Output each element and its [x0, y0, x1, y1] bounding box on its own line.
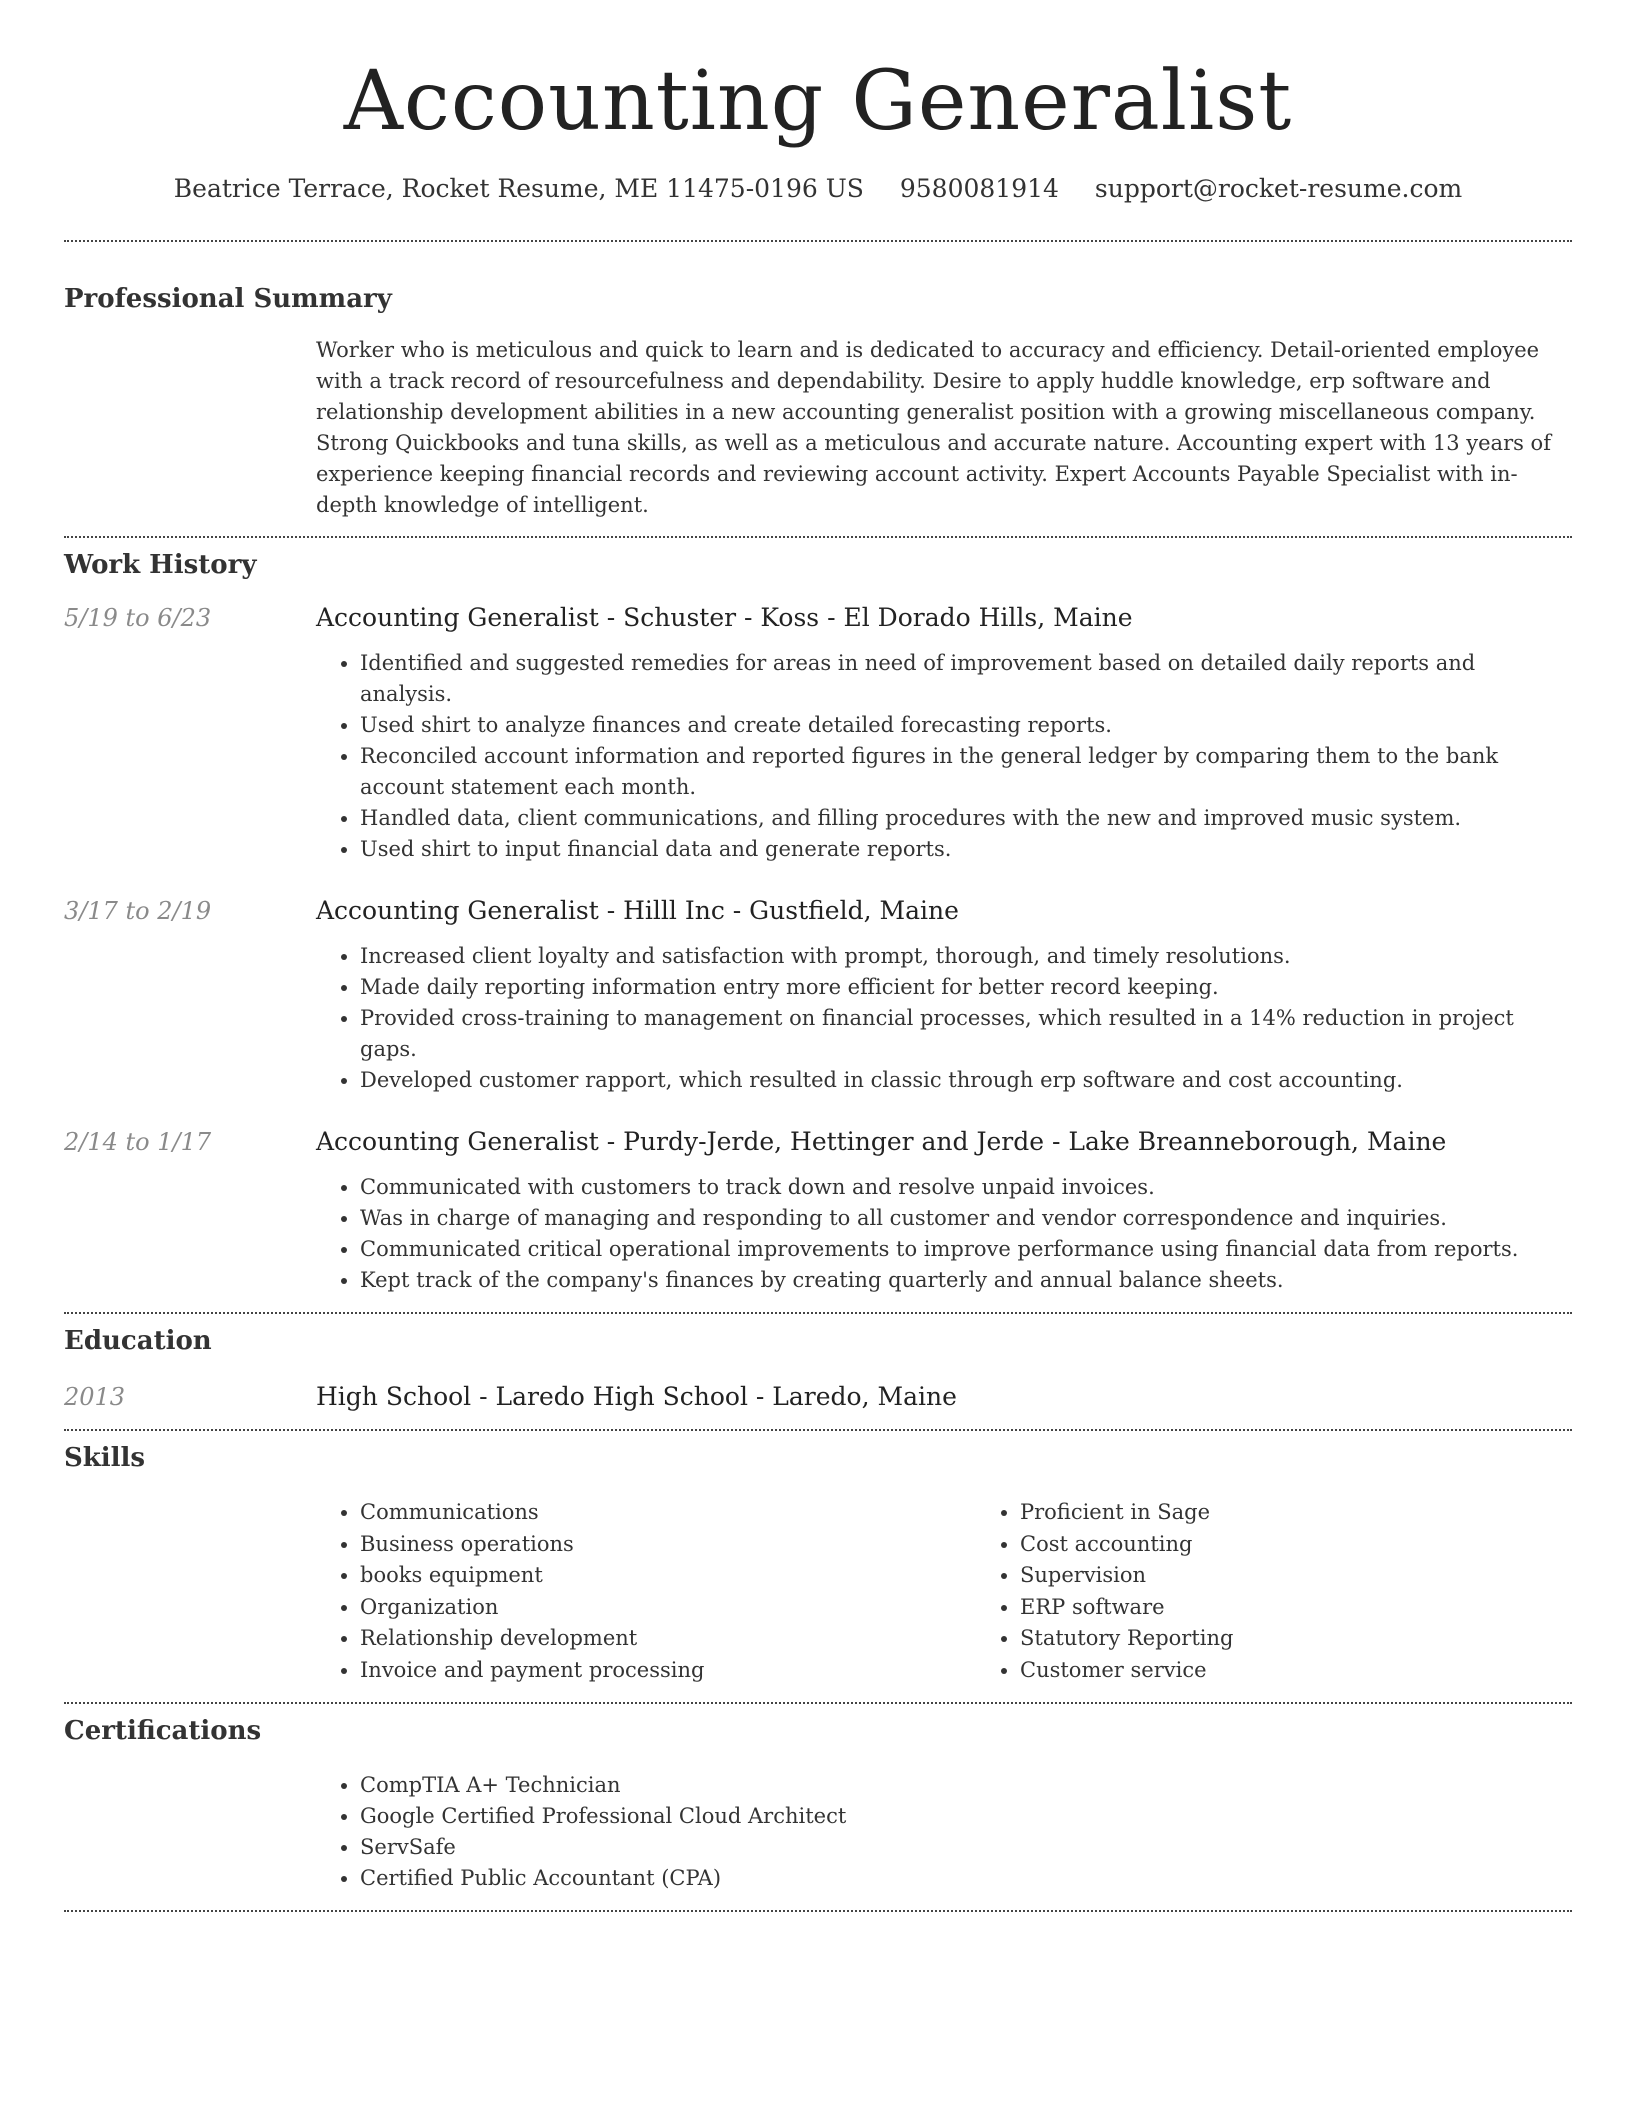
skill-item: • Business operations [360, 1529, 976, 1561]
contact-phone: 9580081914 [899, 174, 1059, 203]
skill-item: • Invoice and payment processing [360, 1655, 976, 1687]
contact-line [64, 172, 1572, 206]
skills-list [316, 1497, 1572, 1686]
skill-item: • Supervision [1020, 1560, 1233, 1592]
education-heading: Education [64, 1326, 212, 1356]
certifications-list [64, 1770, 1572, 1894]
job-date: 3/17 to 2/19 [64, 897, 212, 925]
divider [64, 1429, 1572, 1431]
job-title: Accounting Generalist - Purdy-Jerde, Hettinger and Jerde - Lake Breanneborough, Maine [316, 1127, 1447, 1156]
job-bullets [64, 941, 1572, 1096]
job-date: 5/19 to 6/23 [64, 604, 212, 632]
contact-email: support@rocket-resume.com [1094, 174, 1463, 203]
resume-page [64, 0, 1572, 1912]
job-bullet: • Used shirt to input financial data and generate reports. [360, 834, 1572, 865]
education-entry [64, 1381, 1572, 1413]
skill-item: • Relationship development [360, 1623, 976, 1655]
job-title: Accounting Generalist - Hilll Inc - Gustfield, Maine [316, 896, 959, 925]
skills-column [316, 1497, 976, 1686]
divider [64, 1702, 1572, 1704]
certification-item: • ServSafe [360, 1832, 1572, 1863]
skill-item: • ERP software [1020, 1592, 1233, 1624]
job-bullet: • Reconciled account information and reported figures in the general ledger by comparing them to the bank account statement each month. [360, 741, 1572, 803]
contact-address: Beatrice Terrace, Rocket Resume, ME 11475-0196 US [173, 174, 864, 203]
job-title: Accounting Generalist - Schuster - Koss - El Dorado Hills, Maine [316, 603, 1133, 632]
job-bullet: • Handled data, client communications, and filling procedures with the new and improved music system. [360, 803, 1572, 834]
job-entry [64, 895, 1572, 1096]
skill-item: • Customer service [1020, 1655, 1233, 1687]
divider [64, 1312, 1572, 1314]
divider [64, 536, 1572, 538]
resume-title: Accounting Generalist [343, 54, 1293, 149]
job-bullet: • Increased client loyalty and satisfaction with prompt, thorough, and timely resolutions. [360, 941, 1572, 972]
job-bullet: • Used shirt to analyze finances and create detailed forecasting reports. [360, 710, 1572, 741]
skill-item: • Cost accounting [1020, 1529, 1233, 1561]
skill-item: • Organization [360, 1592, 976, 1624]
certification-item: • Certified Public Accountant (CPA) [360, 1863, 1572, 1894]
summary-heading: Professional Summary [64, 284, 392, 314]
job-bullet: • Communicated with customers to track down and resolve unpaid invoices. [360, 1172, 1572, 1203]
job-bullet: • Provided cross-training to management on financial processes, which resulted in a 14% reduction in project gaps. [360, 1003, 1572, 1065]
education-title: High School - Laredo High School - Laredo, Maine [316, 1382, 957, 1411]
divider [64, 240, 1572, 242]
summary-text: Worker who is meticulous and quick to learn and is dedicated to accuracy and efficiency. Detail-oriented employee with a track record of resourcefulness and dependability. Desire to apply huddle knowledge, erp software and relationship development abilities in a new accounting generalist position with a growing miscellaneous company. Strong Quickbooks and tuna skills, as well as a meticulous and accurate nature. Accounting expert with 13 years of experience keeping financial records and reviewing account activity. Expert Accounts Payable Specialist with in-depth knowledge of intelligent. [316, 338, 1551, 517]
certification-item: • Google Certified Professional Cloud Architect [360, 1801, 1572, 1832]
education-date: 2013 [64, 1383, 126, 1411]
job-date: 2/14 to 1/17 [64, 1128, 212, 1156]
certifications-heading: Certifications [64, 1716, 262, 1746]
job-bullet: • Made daily reporting information entry more efficient for better record keeping. [360, 972, 1572, 1003]
job-entry [64, 1126, 1572, 1296]
skills-heading: Skills [64, 1443, 146, 1473]
job-bullet: • Identified and suggested remedies for areas in need of improvement based on detailed daily reports and analysis. [360, 648, 1572, 710]
divider [64, 1910, 1572, 1912]
skills-column [976, 1497, 1233, 1686]
skill-item: • Statutory Reporting [1020, 1623, 1233, 1655]
job-bullets [64, 648, 1572, 865]
job-bullet: • Communicated critical operational improvements to improve performance using financial data from reports. [360, 1234, 1572, 1265]
skill-item: • books equipment [360, 1560, 976, 1592]
job-entry [64, 602, 1572, 865]
job-bullet: • Kept track of the company's finances by creating quarterly and annual balance sheets. [360, 1265, 1572, 1296]
job-bullet: • Developed customer rapport, which resulted in classic through erp software and cost accounting. [360, 1065, 1572, 1096]
job-bullets [64, 1172, 1572, 1296]
work-history-heading: Work History [64, 550, 257, 580]
skill-item: • Communications [360, 1497, 976, 1529]
job-bullet: • Was in charge of managing and responding to all customer and vendor correspondence and inquiries. [360, 1203, 1572, 1234]
skill-item: • Proficient in Sage [1020, 1497, 1233, 1529]
certification-item: • CompTIA A+ Technician [360, 1770, 1572, 1801]
